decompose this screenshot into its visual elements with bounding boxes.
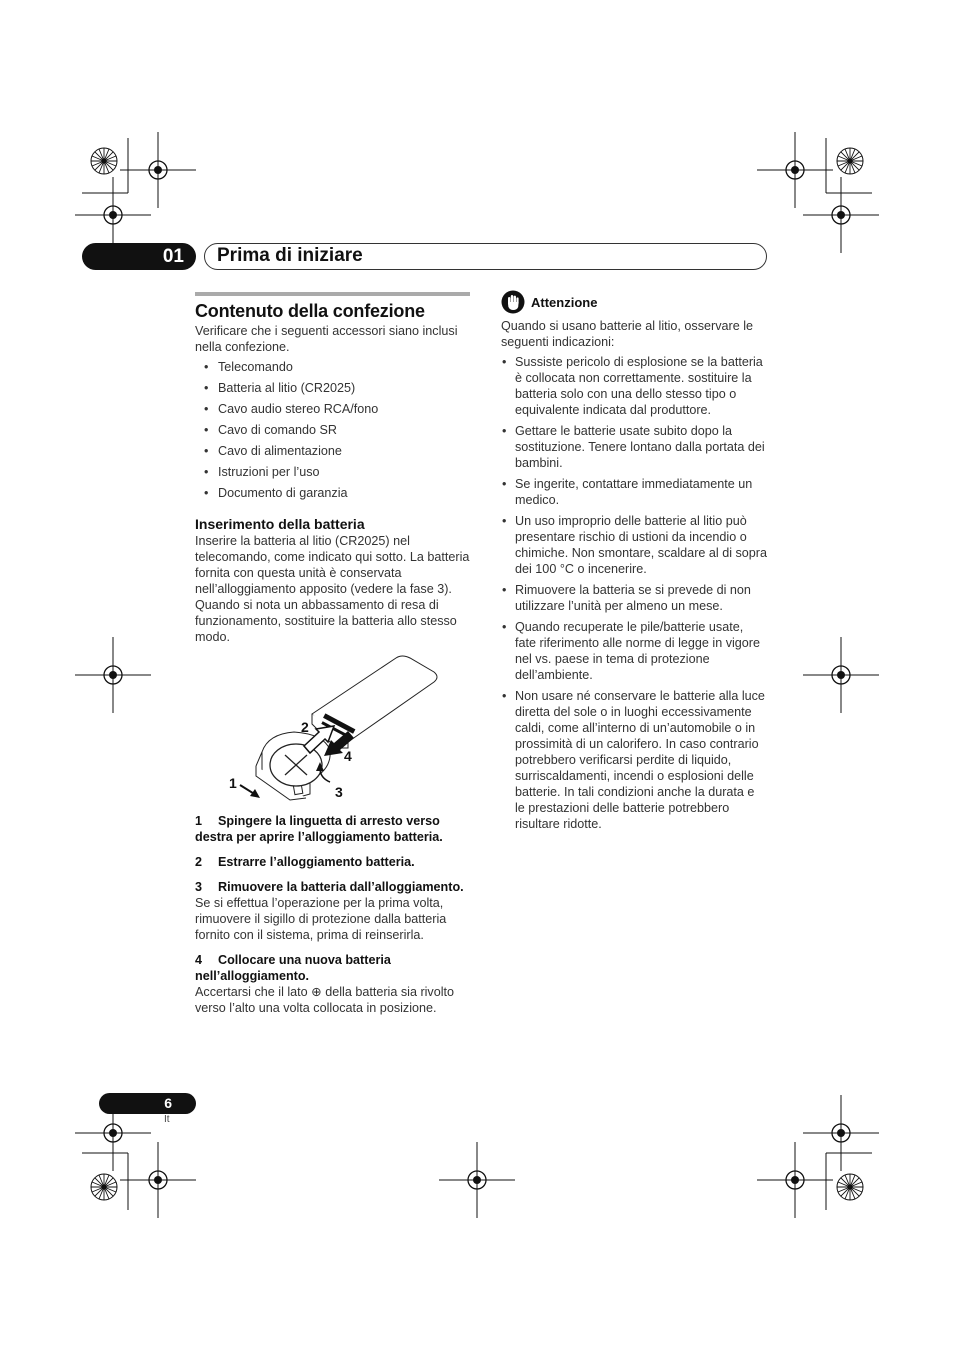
attention-title: Attenzione [531, 294, 598, 310]
step-text: Se si effettua l’operazione per la prima volta, rimuovere il sigillo di protezione dalla batteria fornito con il sistema, prima di reinserirla. [195, 896, 447, 942]
star-target [837, 1174, 863, 1200]
list-item: • Cavo audio stereo RCA/fono [195, 401, 470, 417]
left-column [195, 292, 470, 645]
list-item: • Quando recuperate le pile/batterie usate, fate riferimento alle norme di legge in vigore nel vs. paese in tema di protezione dell’ambiente. [501, 619, 767, 683]
list-item: • Un uso improprio delle batterie al litio può presentare rischio di ustioni da incendio o chimiche. Non smontare, scaldare al di sopra dei 100 °C o incenerire. [501, 513, 767, 577]
step-title: Collocare una nuova batteria nell’alloggiamento. [195, 953, 391, 983]
step-title: Estrarre l’alloggiamento batteria. [218, 855, 415, 869]
figure-label-1: 1 [229, 775, 237, 791]
section-rule [195, 292, 470, 296]
page-language: It [164, 1114, 170, 1125]
step-2 [195, 854, 470, 870]
contents-list [195, 359, 470, 501]
list-item: • Telecomando [195, 359, 470, 375]
arrow-step-1 [240, 785, 260, 798]
list-item: • Cavo di alimentazione [195, 443, 470, 459]
registration-mark [120, 132, 196, 208]
list-item: • Rimuovere la batteria se si prevede di non utilizzare l’unità per almeno un mese. [501, 582, 767, 614]
list-item: • Gettare le batterie usate subito dopo la sostituzione. Tenere lontano dalla portata dei bambini. [501, 423, 767, 471]
chapter-title: Prima di iniziare [217, 245, 363, 266]
step-text: Accertarsi che il lato ⊕ della batteria sia rivolto verso l’alto una volta collocata in posizione. [195, 985, 455, 1015]
registration-mark [803, 177, 879, 253]
step-3 [195, 879, 470, 943]
contents-heading: Contenuto della confezione [195, 301, 425, 321]
coin-battery [270, 744, 322, 786]
page-number: 6 [99, 1093, 196, 1114]
list-item: • Sussiste pericolo di esplosione se la batteria è collocata non correttamente. sostituire la batteria solo con una dello stesso tipo o equivalente indicata dal produttore. [501, 354, 767, 418]
list-item: • Se ingerite, contattare immediatamente un medico. [501, 476, 767, 508]
registration-mark [757, 1142, 833, 1218]
step-number: 1 [195, 814, 203, 828]
list-item: • Documento di garanzia [195, 485, 470, 501]
registration-mark [120, 1142, 196, 1218]
step-1 [195, 813, 470, 845]
list-item: • Non usare né conservare le batterie alla luce diretta del sole o in luoghi eccessivamente caldi, come all’interno di un’automobile o in prossimità di un calorifero. In caso contrario potrebbero verificarsi perdite di liquido, surriscaldamenti, incendi o esplosioni delle batterie. In tali condizioni anche la durata e le prestazioni delle batterie potrebbero risultare ridotte. [501, 688, 767, 832]
step-title: Rimuovere la batteria dall’alloggiamento. [218, 880, 464, 894]
chapter-number: 01 [82, 243, 196, 270]
list-item: • Batteria al litio (CR2025) [195, 380, 470, 396]
registration-mark [757, 132, 833, 208]
step-title: Spingere la linguetta di arresto verso destra per aprire l’alloggiamento batteria. [195, 814, 443, 844]
battery-diagram [224, 652, 440, 807]
star-target [91, 148, 117, 174]
attention-list [501, 354, 767, 832]
step-4 [195, 952, 470, 1016]
figure-label-3: 3 [335, 784, 343, 800]
figure-label-2: 2 [301, 719, 309, 735]
step-number: 3 [195, 880, 203, 894]
right-column [501, 290, 767, 837]
attention-intro: Quando si usano batterie al litio, osservare le seguenti indicazioni: [501, 319, 754, 349]
registration-mark [803, 637, 879, 713]
registration-mark [75, 177, 151, 253]
step-number: 2 [195, 855, 203, 869]
registration-mark [75, 637, 151, 713]
star-target [837, 148, 863, 174]
list-item: • Cavo di comando SR [195, 422, 470, 438]
step-number: 4 [195, 953, 203, 967]
contents-intro: Verificare che i seguenti accessori siano inclusi nella confezione. [195, 324, 458, 354]
battery-heading: Inserimento della batteria [195, 516, 365, 532]
list-item: • Istruzioni per l’uso [195, 464, 470, 480]
battery-text: Inserire la batteria al litio (CR2025) nel telecomando, come indicato qui sotto. La batteria fornita con questa unità è conservata nell’alloggiamento apposito (vedere la fase 3). Quando si nota un abbassamento di resa di funzionamento, sostituire la batteria allo stesso modo. [195, 534, 470, 644]
attention-header [501, 290, 767, 314]
registration-mark [803, 1095, 879, 1171]
caution-hand-icon [501, 290, 525, 314]
registration-mark [439, 1142, 515, 1218]
figure-label-4: 4 [344, 748, 352, 764]
star-target [91, 1174, 117, 1200]
battery-steps [195, 813, 470, 1025]
